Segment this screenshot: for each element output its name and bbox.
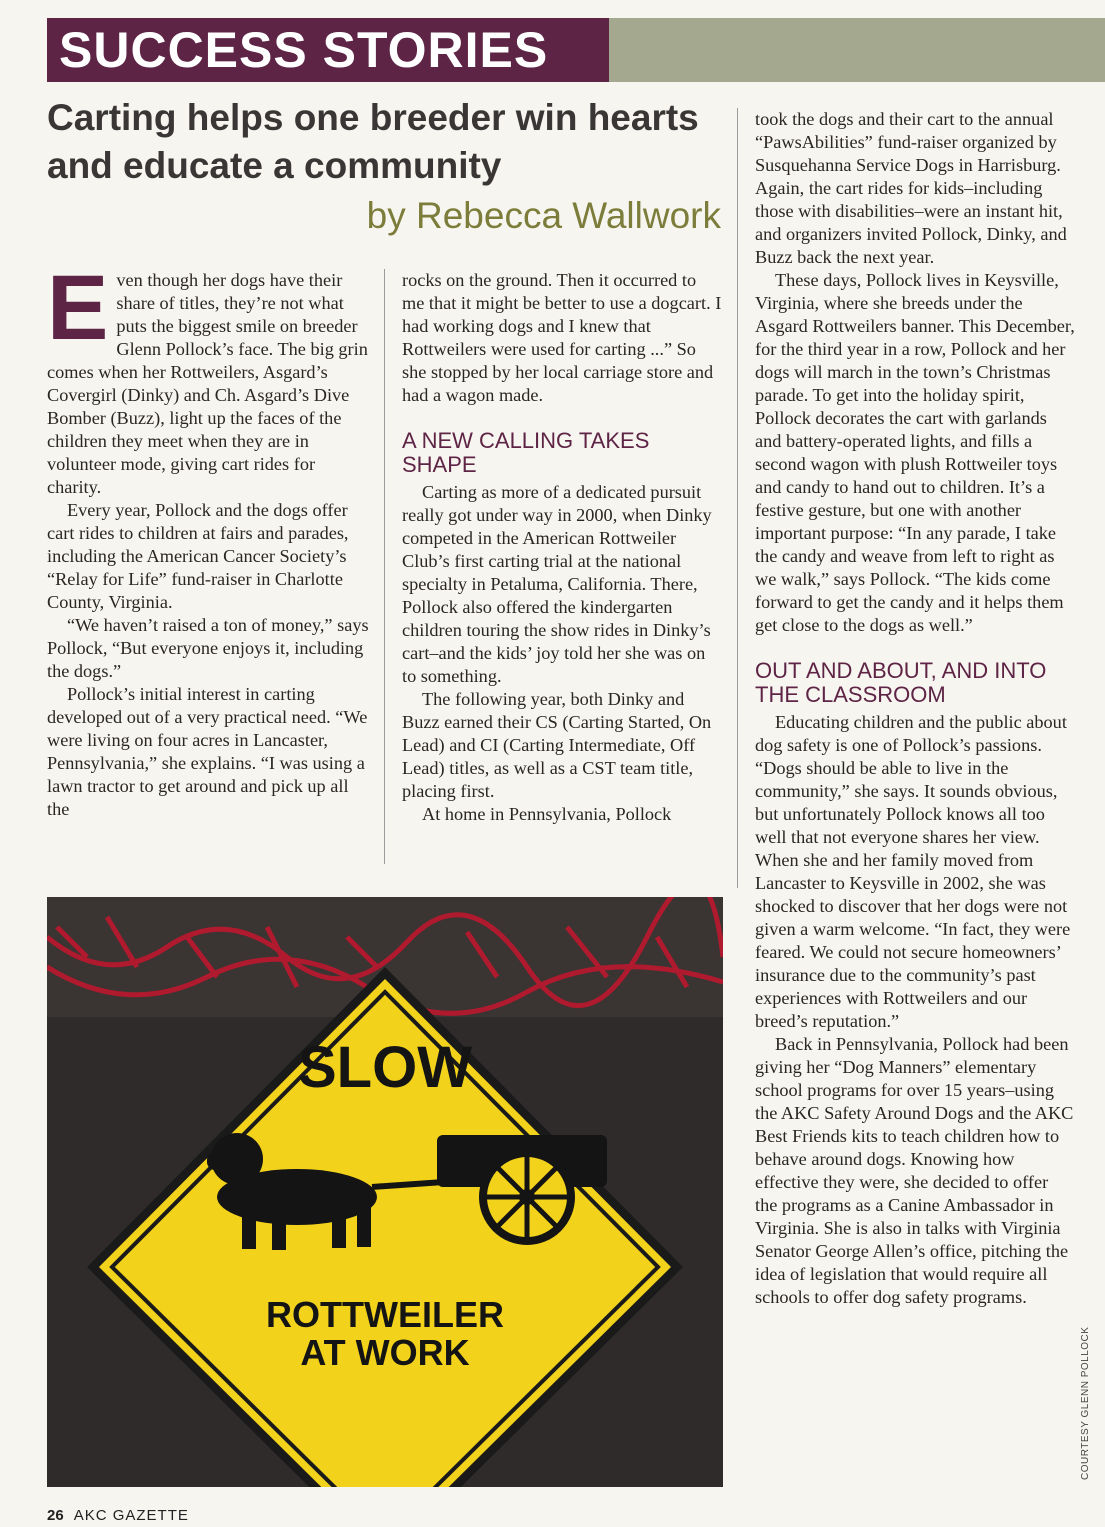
paragraph: “We haven’t raised a ton of money,” says Pollock, “But everyone enjoys it, including the dogs.” bbox=[47, 615, 369, 681]
section-label: SUCCESS STORIES bbox=[47, 18, 609, 82]
sign-illustration bbox=[47, 897, 723, 1487]
photo-credit: COURTESY GLENN POLLOCK bbox=[1080, 1326, 1091, 1480]
paragraph: The following year, both Dinky and Buzz earned their CS (Carting Started, On Lead) and CI (Carting Intermediate, Off Lead) titles, as well as a CST team title, placing first. bbox=[402, 689, 712, 801]
article-column-3 bbox=[755, 108, 1075, 1309]
subhead: A NEW CALLING TAKES SHAPE bbox=[402, 428, 650, 477]
paragraph-text: ven though her dogs have their share of titles, they’re not what puts the biggest smile on breeder Glenn Pollock’s face. The big grin comes when her Rottweilers, Asgard’s Covergirl (Dinky) and Ch. Asgard’s Dive Bomber (Buzz), light up the faces of the children they meet when they are in volunteer mode, giving cart rides for charity. bbox=[47, 270, 368, 497]
article-column-1 bbox=[47, 257, 369, 821]
sign-top-text: SLOW bbox=[298, 1035, 472, 1100]
publication-name: AKC GAZETTE bbox=[73, 1507, 189, 1524]
paragraph: At home in Pennsylvania, Pollock bbox=[422, 804, 672, 824]
paragraph: Back in Pennsylvania, Pollock had been giving her “Dog Manners” elementary school programs for over 15 years–using the AKC Safety Around Dogs and the AKC Best Friends kits to teach children how to behave around dogs. Knowing how effective they were, she decided to offer the programs as a Canine Ambassador in Virginia. She is also in talks with Virginia Senator George Allen’s office, pitching the idea of legislation that would require all schools to offer dog safety programs. bbox=[755, 1034, 1074, 1307]
article-headline: Carting helps one breeder win hearts and educate a community bbox=[47, 97, 699, 186]
page-footer bbox=[47, 1507, 189, 1524]
subhead: OUT AND ABOUT, AND INTO THE CLASSROOM bbox=[755, 658, 1047, 707]
sign-line-2: AT WORK bbox=[300, 1332, 470, 1373]
paragraph: Pollock’s initial interest in carting developed out of a very practical need. “We were living on four acres in Lancaster, Pennsylvania,” she explains. “I was using a lawn tractor to get around and pick up all the bbox=[47, 684, 368, 819]
page-number: 26 bbox=[47, 1507, 64, 1524]
paragraph bbox=[47, 257, 369, 499]
paragraph: Carting as more of a dedicated pursuit really got under way in 2000, when Dinky competed in the American Rottweiler Club’s first carting trial at the national specialty in Petaluma, California. There, Pollock also offered the kindergarten children touring the show rides in Dinky’s cart–and the kids’ joy told her she was on to something. bbox=[402, 482, 712, 686]
column-divider bbox=[737, 108, 738, 888]
sign-line-1: ROTTWEILER bbox=[266, 1294, 504, 1335]
section-banner bbox=[47, 18, 1105, 82]
paragraph: rocks on the ground. Then it occurred to me that it might be better to use a dogcart. I had working dogs and I knew that Rottweilers were used for carting ...” So she stopped by her local carriage store and had a wagon made. bbox=[402, 270, 722, 405]
article-byline: by Rebecca Wallwork bbox=[366, 195, 721, 236]
photo-rottweiler-sign bbox=[47, 897, 723, 1487]
article-column-2 bbox=[402, 269, 722, 826]
paragraph: Every year, Pollock and the dogs offer cart rides to children at fairs and parades, including the American Cancer Society’s “Relay for Life” fund-raiser in Charlotte County, Virginia. bbox=[47, 500, 349, 612]
column-divider bbox=[384, 269, 385, 864]
paragraph: took the dogs and their cart to the annual “PawsAbilities” fund-raiser organized by Susquehanna Service Dogs in Harrisburg. Again, the cart rides for kids–including those with disabilities–were an instant hit, and organizers invited Pollock, Dinky, and Buzz back the next year. bbox=[755, 109, 1067, 267]
paragraph: Educating children and the public about dog safety is one of Pollock’s passions. “Dogs should be able to live in the community,” she says. It sounds obvious, but unfortunately Pollock knows all too well that not everyone shares her view. When she and her family moved from Lancaster to Keysville in 2002, she was shocked to discover that her dogs were not given a warm welcome. “In fact, they were feared. We could not secure homeowners’ insurance due to the community’s past experiences with Rottweilers and our breed’s reputation.” bbox=[755, 712, 1071, 1031]
paragraph: These days, Pollock lives in Keysville, Virginia, where she breeds under the Asgard Rottweilers banner. This December, for the third year in a row, Pollock and her dogs will march in the town’s Christmas parade. To get into the holiday spirit, Pollock decorates the cart with garlands and battery-operated lights, and fills a second wagon with plush Rottweiler toys and candy to hand out to children. It’s a festive gesture, but one with another important purpose: “In any parade, I take the candy and weave from left to right as we walk,” says Pollock. “The kids come forward to get the candy and it helps them get close to the dogs as well.” bbox=[755, 270, 1075, 635]
drop-cap: E bbox=[47, 257, 109, 359]
